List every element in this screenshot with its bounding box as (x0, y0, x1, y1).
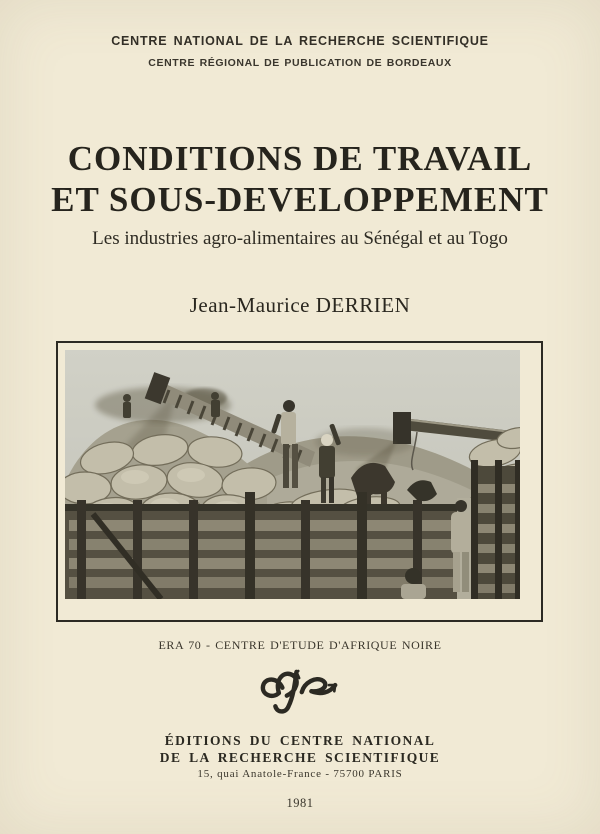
imprint-address: 15, quai Anatole-France - 75700 PARIS (197, 768, 403, 780)
book-title-line2: ET SOUS-DEVELOPPEMENT (51, 180, 549, 219)
series-line: ERA 70 - CENTRE D'ETUDE D'AFRIQUE NOIRE (158, 638, 442, 652)
book-subtitle: Les industries agro-alimentaires au Sénégal et au Togo (92, 228, 508, 249)
author-name: Jean-Maurice DERRIEN (189, 293, 411, 317)
cnrs-logo (0, 664, 600, 727)
header-institution-line1: CENTRE NATIONAL DE LA RECHERCHE SCIENTIFIQUE (111, 34, 489, 48)
book-title (0, 138, 600, 220)
cover-photo-illustration (65, 350, 520, 599)
cnrs-monogram-icon (256, 664, 344, 722)
photo-tone-overlay (65, 350, 520, 599)
publication-year: 1981 (286, 796, 314, 810)
book-title-line1: CONDITIONS DE TRAVAIL (67, 139, 533, 178)
imprint-line2: DE LA RECHERCHE SCIENTIFIQUE (159, 750, 441, 765)
imprint-line1: ÉDITIONS DU CENTRE NATIONAL (164, 733, 436, 748)
header-institution-line2: CENTRE RÉGIONAL DE PUBLICATION DE BORDEAUX (148, 57, 452, 69)
cover-photo-frame (56, 341, 543, 622)
